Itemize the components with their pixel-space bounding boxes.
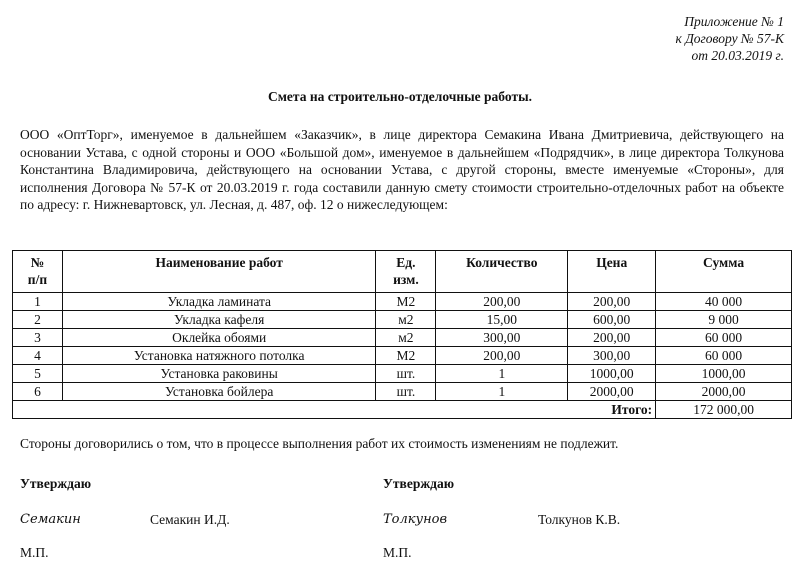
cell-qty: 1 — [436, 365, 568, 383]
header-unit-line2: изм. — [393, 272, 419, 287]
table-row — [13, 311, 792, 329]
appendix-line-2: к Договору № 57-К — [675, 31, 784, 46]
table-header-row — [13, 251, 792, 293]
estimate-table — [12, 250, 792, 419]
cell-unit: шт. — [376, 383, 436, 401]
cell-num: 3 — [13, 329, 63, 347]
right-handwritten-signature: Толкунов — [383, 512, 448, 527]
cell-name: Установка раковины — [62, 365, 376, 383]
header-num-line2: п/п — [27, 272, 48, 287]
cell-sum: 2000,00 — [656, 383, 792, 401]
price-fixed-note: Стороны договорились о том, что в процессе выполнения работ их стоимость изменениям не подлежит. — [20, 436, 619, 451]
total-value: 172 000,00 — [656, 401, 792, 419]
cell-num: 2 — [13, 311, 63, 329]
cell-price: 2000,00 — [568, 383, 656, 401]
document-title: Смета на строительно-отделочные работы. — [267, 89, 532, 104]
cell-price: 600,00 — [568, 311, 656, 329]
header-sum: Сумма — [656, 251, 792, 293]
cell-sum: 9 000 — [656, 311, 792, 329]
appendix-line-3: от 20.03.2019 г. — [691, 48, 784, 63]
cell-sum: 40 000 — [656, 293, 792, 311]
cell-price: 200,00 — [568, 293, 656, 311]
cell-name: Оклейка обоями — [62, 329, 376, 347]
cell-name: Укладка ламината — [62, 293, 376, 311]
table-row — [13, 347, 792, 365]
table-row — [13, 293, 792, 311]
cell-num: 1 — [13, 293, 63, 311]
intro-paragraph: ООО «ОптТорг», именуемое в дальнейшем «Заказчик», в лице директора Семакина Ивана Дмитриевича, действующего на основании Устава, с одной стороны и ООО «Большой дом», именуемое в дальнейшем «Подрядчик», в лице директора Толкунова Константина Владимировича, действующего на основании Устава, с другой стороны, вместе именуемые «Стороны», для исполнения Договора № 57-К от 20.03.2019 г. года составили данную смету стоимости строительно-отделочных работ на объекте по адресу: г. Нижневартовск, ул. Лесная, д. 487, оф. 12 о нижеследующем: — [20, 127, 784, 212]
header-unit — [376, 251, 436, 293]
cell-sum: 60 000 — [656, 329, 792, 347]
cell-unit: шт. — [376, 365, 436, 383]
cell-sum: 1000,00 — [656, 365, 792, 383]
right-signatory-name: Толкунов К.В. — [538, 512, 621, 527]
cell-qty: 15,00 — [436, 311, 568, 329]
table-row — [13, 365, 792, 383]
header-unit-line1: Ед. — [396, 255, 416, 270]
cell-num: 6 — [13, 383, 63, 401]
cell-sum: 60 000 — [656, 347, 792, 365]
left-stamp-place: М.П. — [20, 545, 49, 560]
left-handwritten-signature: Семакин — [20, 512, 81, 527]
cell-unit: М2 — [376, 347, 436, 365]
table-row — [13, 329, 792, 347]
cell-qty: 300,00 — [436, 329, 568, 347]
header-qty: Количество — [436, 251, 568, 293]
header-num-line1: № — [30, 255, 45, 270]
cell-name: Укладка кафеля — [62, 311, 376, 329]
cell-name: Установка натяжного потолка — [62, 347, 376, 365]
cell-qty: 200,00 — [436, 347, 568, 365]
cell-unit: М2 — [376, 293, 436, 311]
total-row — [13, 401, 792, 419]
header-price: Цена — [568, 251, 656, 293]
left-approve-label: Утверждаю — [20, 476, 92, 491]
cell-name: Установка бойлера — [62, 383, 376, 401]
cell-price: 300,00 — [568, 347, 656, 365]
cell-price: 200,00 — [568, 329, 656, 347]
appendix-header — [676, 13, 784, 64]
right-approve-label: Утверждаю — [383, 476, 455, 491]
cell-unit: м2 — [376, 329, 436, 347]
table-row — [13, 383, 792, 401]
total-label: Итого: — [13, 401, 656, 419]
header-num — [13, 251, 63, 293]
cell-qty: 200,00 — [436, 293, 568, 311]
cell-num: 5 — [13, 365, 63, 383]
cell-qty: 1 — [436, 383, 568, 401]
left-signatory-name: Семакин И.Д. — [150, 512, 230, 527]
header-name: Наименование работ — [62, 251, 376, 293]
cell-unit: м2 — [376, 311, 436, 329]
cell-price: 1000,00 — [568, 365, 656, 383]
right-stamp-place: М.П. — [383, 545, 412, 560]
cell-num: 4 — [13, 347, 63, 365]
appendix-line-1: Приложение № 1 — [684, 14, 784, 29]
